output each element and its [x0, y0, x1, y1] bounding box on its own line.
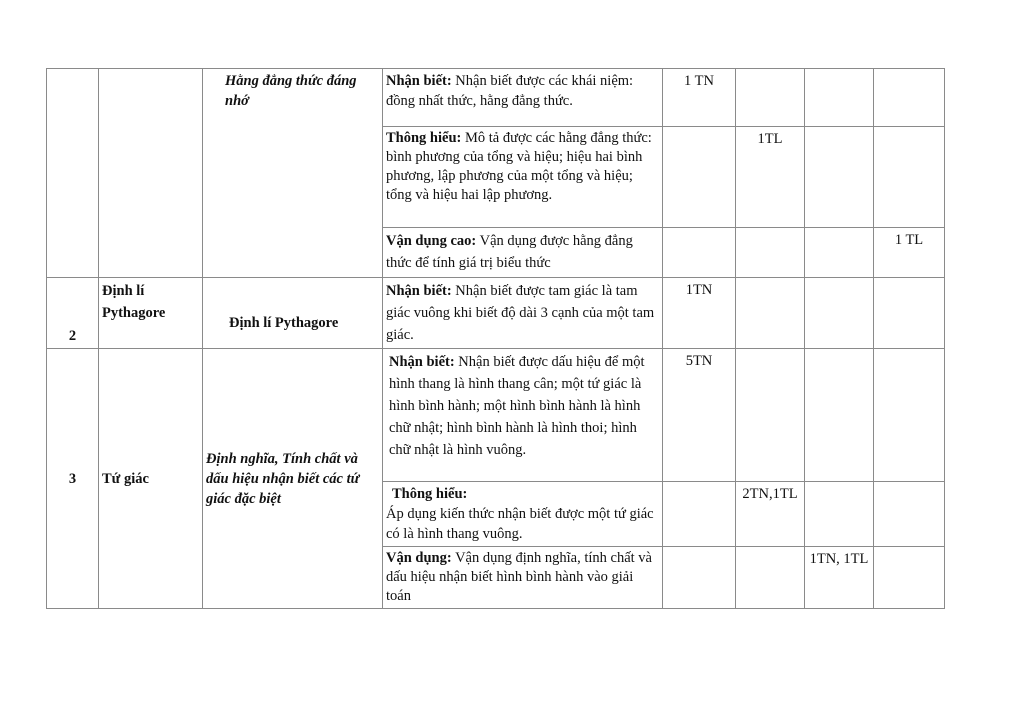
mark-cell-3: [805, 482, 874, 547]
mark-cell-3: [805, 228, 874, 278]
mark-cell-3: [805, 278, 874, 349]
content-label: Hằng đẳng thức đáng nhớ: [225, 73, 357, 109]
level-label: Nhận biết:: [386, 283, 452, 299]
level-label: Thông hiểu:: [386, 130, 462, 146]
mark-cell-1: [663, 127, 736, 228]
mark-cell-1: [663, 482, 736, 547]
mark-cell-4: [874, 482, 945, 547]
requirement-cell: [383, 278, 663, 349]
mark-cell-3: 1TN, 1TL: [805, 547, 874, 609]
stt-cell: 3: [47, 349, 99, 609]
requirement-text: Vận dụng được hằng đẳng thức để tính giá trị biểu thức: [386, 233, 633, 271]
requirement-text: Vận dụng định nghĩa, tính chất và dấu hiệu nhận biết hình bình hành vào giải toán: [386, 550, 652, 604]
mark-cell-4: [874, 278, 945, 349]
mark-cell-1: [663, 547, 736, 609]
level-label: Vận dụng cao:: [386, 233, 477, 249]
mark-cell-2: [736, 547, 805, 609]
mark-cell-2: 2TN,1TL: [736, 482, 805, 547]
content-cell: Định nghĩa, Tính chất và dấu hiệu nhận biết các tứ giác đặc biệt: [203, 349, 383, 609]
requirement-cell: [383, 69, 663, 127]
level-label: Nhận biết:: [386, 73, 452, 89]
level-label: Vận dụng:: [386, 550, 452, 566]
content-cell: [203, 69, 383, 278]
requirement-cell: [383, 349, 663, 482]
table-row: [47, 69, 945, 127]
chapter-cell: [99, 69, 203, 278]
requirement-cell: [383, 547, 663, 609]
table-row: [47, 349, 945, 482]
mark-cell-2: [736, 278, 805, 349]
matrix-table: [46, 68, 945, 609]
mark-cell-2: [736, 69, 805, 127]
table-row: [47, 278, 945, 349]
chapter-cell: Định lí Pythagore: [99, 278, 203, 349]
mark-cell-1: [663, 228, 736, 278]
mark-cell-1: 1TN: [663, 278, 736, 349]
mark-cell-1: 5TN: [663, 349, 736, 482]
requirement-cell: [383, 127, 663, 228]
stt-cell: 2: [47, 278, 99, 349]
level-label: Thông hiểu:: [392, 486, 468, 502]
stt-cell: [47, 69, 99, 278]
requirement-text: Nhận biết được dấu hiệu để một hình thang là hình thang cân; một tứ giác là hình bình hành; một hình bình hành là hình chữ nhật; hình bình hành là hình thoi; hình chữ nhật là hình vuông.: [389, 354, 645, 458]
mark-cell-4: [874, 547, 945, 609]
mark-cell-1: 1 TN: [663, 69, 736, 127]
mark-cell-2: [736, 349, 805, 482]
mark-cell-3: [805, 127, 874, 228]
mark-cell-3: [805, 69, 874, 127]
requirement-text: Áp dụng kiến thức nhận biết được một tứ giác có là hình thang vuông.: [386, 506, 654, 542]
requirement-cell: [383, 482, 663, 547]
mark-cell-4: [874, 349, 945, 482]
mark-cell-3: [805, 349, 874, 482]
requirement-text: Nhận biết được các khái niệm: đồng nhất thức, hằng đẳng thức.: [386, 73, 634, 109]
mark-cell-2: 1TL: [736, 127, 805, 228]
requirement-text: Nhận biết được tam giác là tam giác vuông khi biết độ dài 3 cạnh của một tam giác.: [386, 283, 655, 343]
chapter-cell: Tứ giác: [99, 349, 203, 609]
requirement-text: Mô tả được các hằng đẳng thức: bình phương của tổng và hiệu; hiệu hai bình phương, lập phương của một tổng và hiệu; tổng và hiệu hai lập phương.: [386, 130, 652, 203]
mark-cell-4: 1 TL: [874, 228, 945, 278]
mark-cell-4: [874, 69, 945, 127]
mark-cell-2: [736, 228, 805, 278]
level-label: Nhận biết:: [389, 354, 455, 370]
mark-cell-4: [874, 127, 945, 228]
content-cell: Định lí Pythagore: [203, 278, 383, 349]
requirement-cell: [383, 228, 663, 278]
